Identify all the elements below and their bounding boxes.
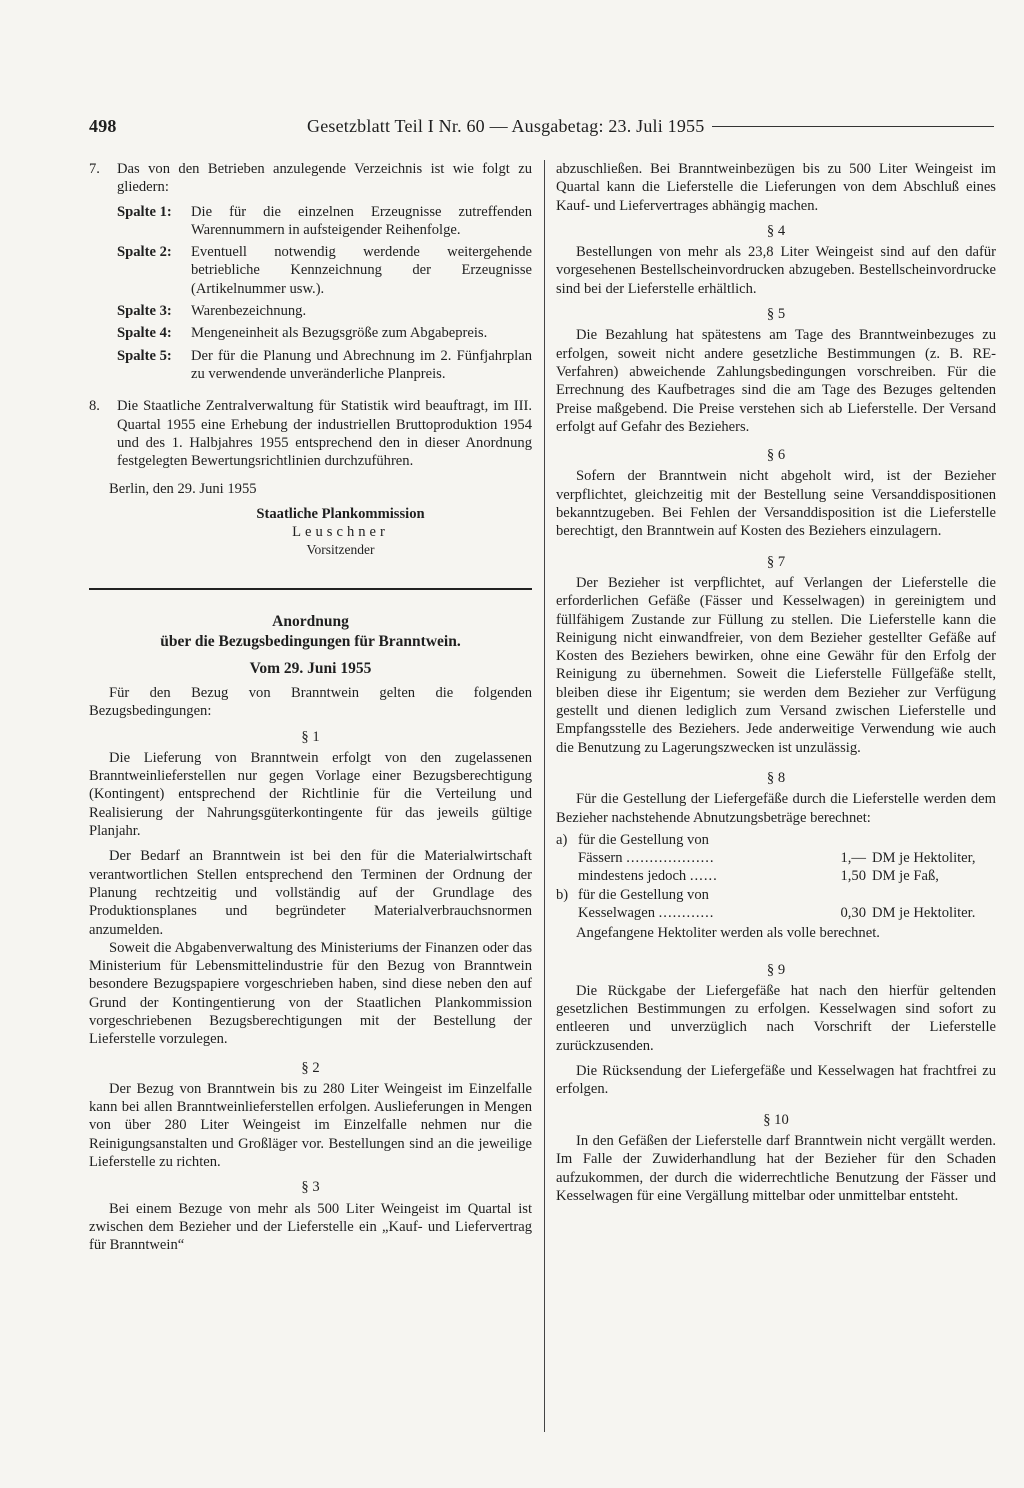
paragraph: Die Bezahlung hat spätestens am Tage des Branntweinbezuges zu erfolgen, soweit nicht andere gesetzliche Bestimmungen (z. B. RE-Verfahren) abweichende Zahlungsbedingungen vorschreiben. Für die Errechnung des Kaufbetrages sind die am Tage des Bezuges geltenden Preise maßgebend. Die Preise verstehen sich ab Lieferstelle. Der Versand erfolgt auf Gefahr des Beziehers. [556, 327, 996, 435]
order-subtitle: über die Bezugsbedingungen für Branntwein. [160, 632, 461, 650]
fee-row [556, 831, 996, 849]
fee-row [556, 849, 996, 867]
paragraph: Soweit die Abgabenverwaltung des Ministeriums der Finanzen oder das Ministerium für Lebensmittelindustrie für den Bezug von Branntwein besondere Bezugspapiere vorgeschrieben haben, sind diese neben den auf Grund der Kontingentierung von der Staatlichen Plankommission vorgeschriebenen Bezugsberechtigungen mit der Bestellung der Lieferstelle vorzulegen. [89, 939, 532, 1048]
paragraph: Sofern der Branntwein nicht abgeholt wird, ist der Bezieher verpflichtet, gleichzeitig mit der Bestellung seine Versanddispositionen bekanntzugeben. Bei Fehlen der Versanddisposition ist die Lieferstelle berechtigt, den Branntwein auf Kosten des Beziehers einzulagern. [556, 468, 996, 540]
section-heading: § 1 [301, 728, 320, 745]
fee-row [556, 886, 996, 904]
gazette-title: Gesetzblatt Teil I Nr. 60 — Ausgabetag: 23. Juli 1955 [307, 116, 705, 136]
fee-amount: 0,30 [840, 904, 866, 921]
fee-row [556, 904, 996, 922]
paragraph: Angefangene Hektoliter werden als volle berechnet. [576, 925, 880, 942]
paragraph: Bestellungen von mehr als 23,8 Liter Weingeist sind auf den dafür vorgesehenen Bestellscheinvordrucken abzugeben. Bestellscheinvordrucke sind bei der Lieferstelle erhältlich. [556, 244, 996, 297]
paragraph: Der Bezieher ist verpflichtet, auf Verlangen der Lieferstelle die erforderlichen Gefäße (Fässer und Kesselwagen) in gereinigtem und füllfähigem Zustande zur Füllung zu stellen. Die Lieferstelle kann die Reinigung nicht einwandfreier, von dem Bezieher gestellter Gefäße auf Kosten des Beziehers bewirken, ohne eine Gewähr für den Erfolg der Reinigung zu übernehmen. Soweit die Lieferstelle Füllgefäße stellt, bleiben diese ihr Eigentum; sie werden dem Bezieher zur Verfügung gestellt und dienen lediglich zum Versand zwischen Lieferstelle und Empfangsstelle des Beziehers. Jede anderweitige Verwendung wie auch die Benutzung zu Lagerungszwecken ist unzulässig. [556, 574, 996, 756]
fee-amount: 1,50 [840, 868, 866, 885]
item-text: Die Staatliche Zentralverwaltung für Statistik wird beauftragt, im III. Quartal 1955 eine Erhebung der industriellen Bruttoproduktion 1954 und des 1. Halbjahres 1955 entsprechend den in dieser Anordnung festgelegten Bewertungsrichtlinien durchzuführen. [117, 398, 532, 470]
paragraph: Bei einem Bezuge von mehr als 500 Liter Weingeist im Quartal ist zwischen dem Bezieher und der Lieferstelle ein „Kauf- und Liefervertrag für Branntwein“ [89, 1200, 532, 1254]
order-intro: Für den Bezug von Branntwein gelten die folgenden Bezugsbedingungen: [89, 684, 532, 720]
fee-row [556, 867, 996, 885]
spalte-label: Spalte 1: [117, 203, 172, 220]
order-title: Anordnung [272, 612, 349, 630]
fee-unit: DM je Hektoliter. [872, 904, 976, 921]
fee-item-label: mindestens jedoch [578, 868, 687, 885]
spalte-text: Der für die Planung und Abrechnung im 2. Fünfjahrplan zu verwendende unveränderliche Planpreis. [191, 347, 532, 382]
fee-item-label: Fässern [578, 850, 623, 867]
spalte-row [117, 324, 532, 342]
paragraph: In den Gefäßen der Lieferstelle darf Branntwein nicht vergällt werden. Im Falle der Zuwiderhandlung hat der Bezieher für den Schaden aufzukommen, der durch die widerrechtliche Benutzung der Fässer und Kesselwagen für eine Vergällung mittelbar oder unmittelbar entsteht. [556, 1132, 996, 1204]
list-item-8 [89, 397, 532, 470]
section-heading: § 9 [766, 961, 786, 978]
place-date: Berlin, den 29. Juni 1955 [109, 481, 257, 498]
column-divider [544, 160, 545, 1432]
spalte-text: Eventuell notwendig werdende weitergehende betriebliche Kennzeichnung der Erzeugnisse (Artikelnummer usw.). [191, 244, 532, 297]
section-heading: § 10 [763, 1111, 789, 1128]
leader-dots: ............ [658, 904, 715, 921]
spalte-label: Spalte 5: [117, 347, 172, 364]
fee-unit: DM je Faß, [872, 868, 939, 885]
fee-title: für die Gestellung von [578, 886, 709, 903]
section-divider [89, 588, 532, 590]
spalte-label: Spalte 2: [117, 244, 172, 261]
fee-amount: 1,— [840, 850, 866, 867]
list-item-7 [89, 160, 532, 197]
paragraph: Für die Gestellung der Liefergefäße durch die Lieferstelle werden dem Bezieher nachstehende Abnutzungsbeträge berechnet: [556, 791, 996, 826]
header-rule [712, 126, 994, 127]
leader-dots: ...... [689, 868, 718, 885]
section-heading: § 8 [766, 769, 786, 786]
section-heading: § 2 [301, 1059, 320, 1076]
order-date: Vom 29. Juni 1955 [249, 659, 372, 677]
fee-title: für die Gestellung von [578, 831, 709, 848]
spalte-row [117, 203, 532, 240]
section-heading: § 4 [766, 222, 786, 239]
spalte-row [117, 347, 532, 384]
item-text: Das von den Betrieben anzulegende Verzeichnis ist wie folgt zu gliedern: [117, 161, 532, 196]
item-number: 7. [89, 161, 100, 177]
spalte-label: Spalte 3: [117, 303, 172, 320]
signature-name: Leuschner [292, 524, 389, 541]
section-heading: § 6 [766, 447, 786, 464]
section-heading: § 7 [766, 553, 786, 570]
fee-letter: a) [556, 831, 568, 848]
fee-item-label: Kesselwagen [578, 904, 655, 921]
spalte-text: Mengeneinheit als Bezugsgröße zum Abgabepreis. [191, 325, 488, 342]
signature-role: Vorsitzender [306, 542, 375, 558]
spalte-row [117, 243, 532, 298]
right-column [556, 160, 996, 1205]
paragraph: Der Bedarf an Branntwein ist bei den für die Materialwirtschaft verantwortlichen Stellen entsprechend den Terminen der Ordnung der Planung rechtzeitig und vollständig auf der Grundlage des Produktionsplanes und begründeter Materialverbrauchsnormen anzumelden. [89, 848, 532, 938]
section-heading: § 3 [301, 1179, 320, 1196]
fee-item [578, 904, 812, 922]
page-header [89, 116, 994, 146]
spalte-row [117, 302, 532, 320]
page-number: 498 [89, 116, 117, 136]
paragraph-continued: abzuschließen. Bei Branntweinbezügen bis zu 500 Liter Weingeist im Quartal kann die Lieferstelle die Lieferungen von dem Abschluß eines Kauf- und Liefervertrages abhängig machen. [556, 161, 996, 214]
spalte-text: Warenbezeichnung. [191, 303, 307, 320]
spalte-label: Spalte 4: [117, 325, 172, 342]
fee-table [556, 831, 996, 922]
paragraph: Die Rückgabe der Liefergefäße hat nach den hierfür geltenden gesetzlichen Bestimmungen zu erfolgen. Kesselwagen sind sofort zu entleeren und unverzüglich nach Vorschrift der Lieferstelle zurückzusenden. [556, 982, 996, 1054]
paragraph: Die Lieferung von Branntwein erfolgt von den zugelassenen Branntweinlieferstellen nur gegen Vorlage einer Bezugsberechtigung (Kontingent) entsprechend der Richtlinie für die Verteilung und Realisierung der Nahrungsgüterkontingente für das jeweils gültige Planjahr. [89, 749, 532, 840]
signature-org: Staatliche Plankommission [256, 505, 425, 522]
fee-unit: DM je Hektoliter, [872, 850, 976, 867]
paragraph: Der Bezug von Branntwein bis zu 280 Liter Weingeist im Einzelfalle kann bei allen Branntweinlieferstellen erfolgen. Auslieferungen in Mengen von über 280 Liter Weingeist im Einzelfalle nehmen nur die Reinigungsanstalten und Großläger vor. Bestellungen sind an die jeweilige Lieferstelle zu richten. [89, 1080, 532, 1171]
left-column [89, 160, 532, 1255]
fee-item [578, 849, 812, 867]
item-number: 8. [89, 398, 100, 415]
fee-letter: b) [556, 886, 569, 903]
section-heading: § 5 [766, 306, 786, 323]
paragraph: Die Rücksendung der Liefergefäße und Kesselwagen hat frachtfrei zu erfolgen. [556, 1063, 996, 1098]
leader-dots: ................... [626, 850, 715, 867]
fee-item [578, 867, 812, 885]
spalte-text: Die für die einzelnen Erzeugnisse zutreffenden Warennummern in aufsteigender Reihenfolge. [191, 203, 532, 238]
